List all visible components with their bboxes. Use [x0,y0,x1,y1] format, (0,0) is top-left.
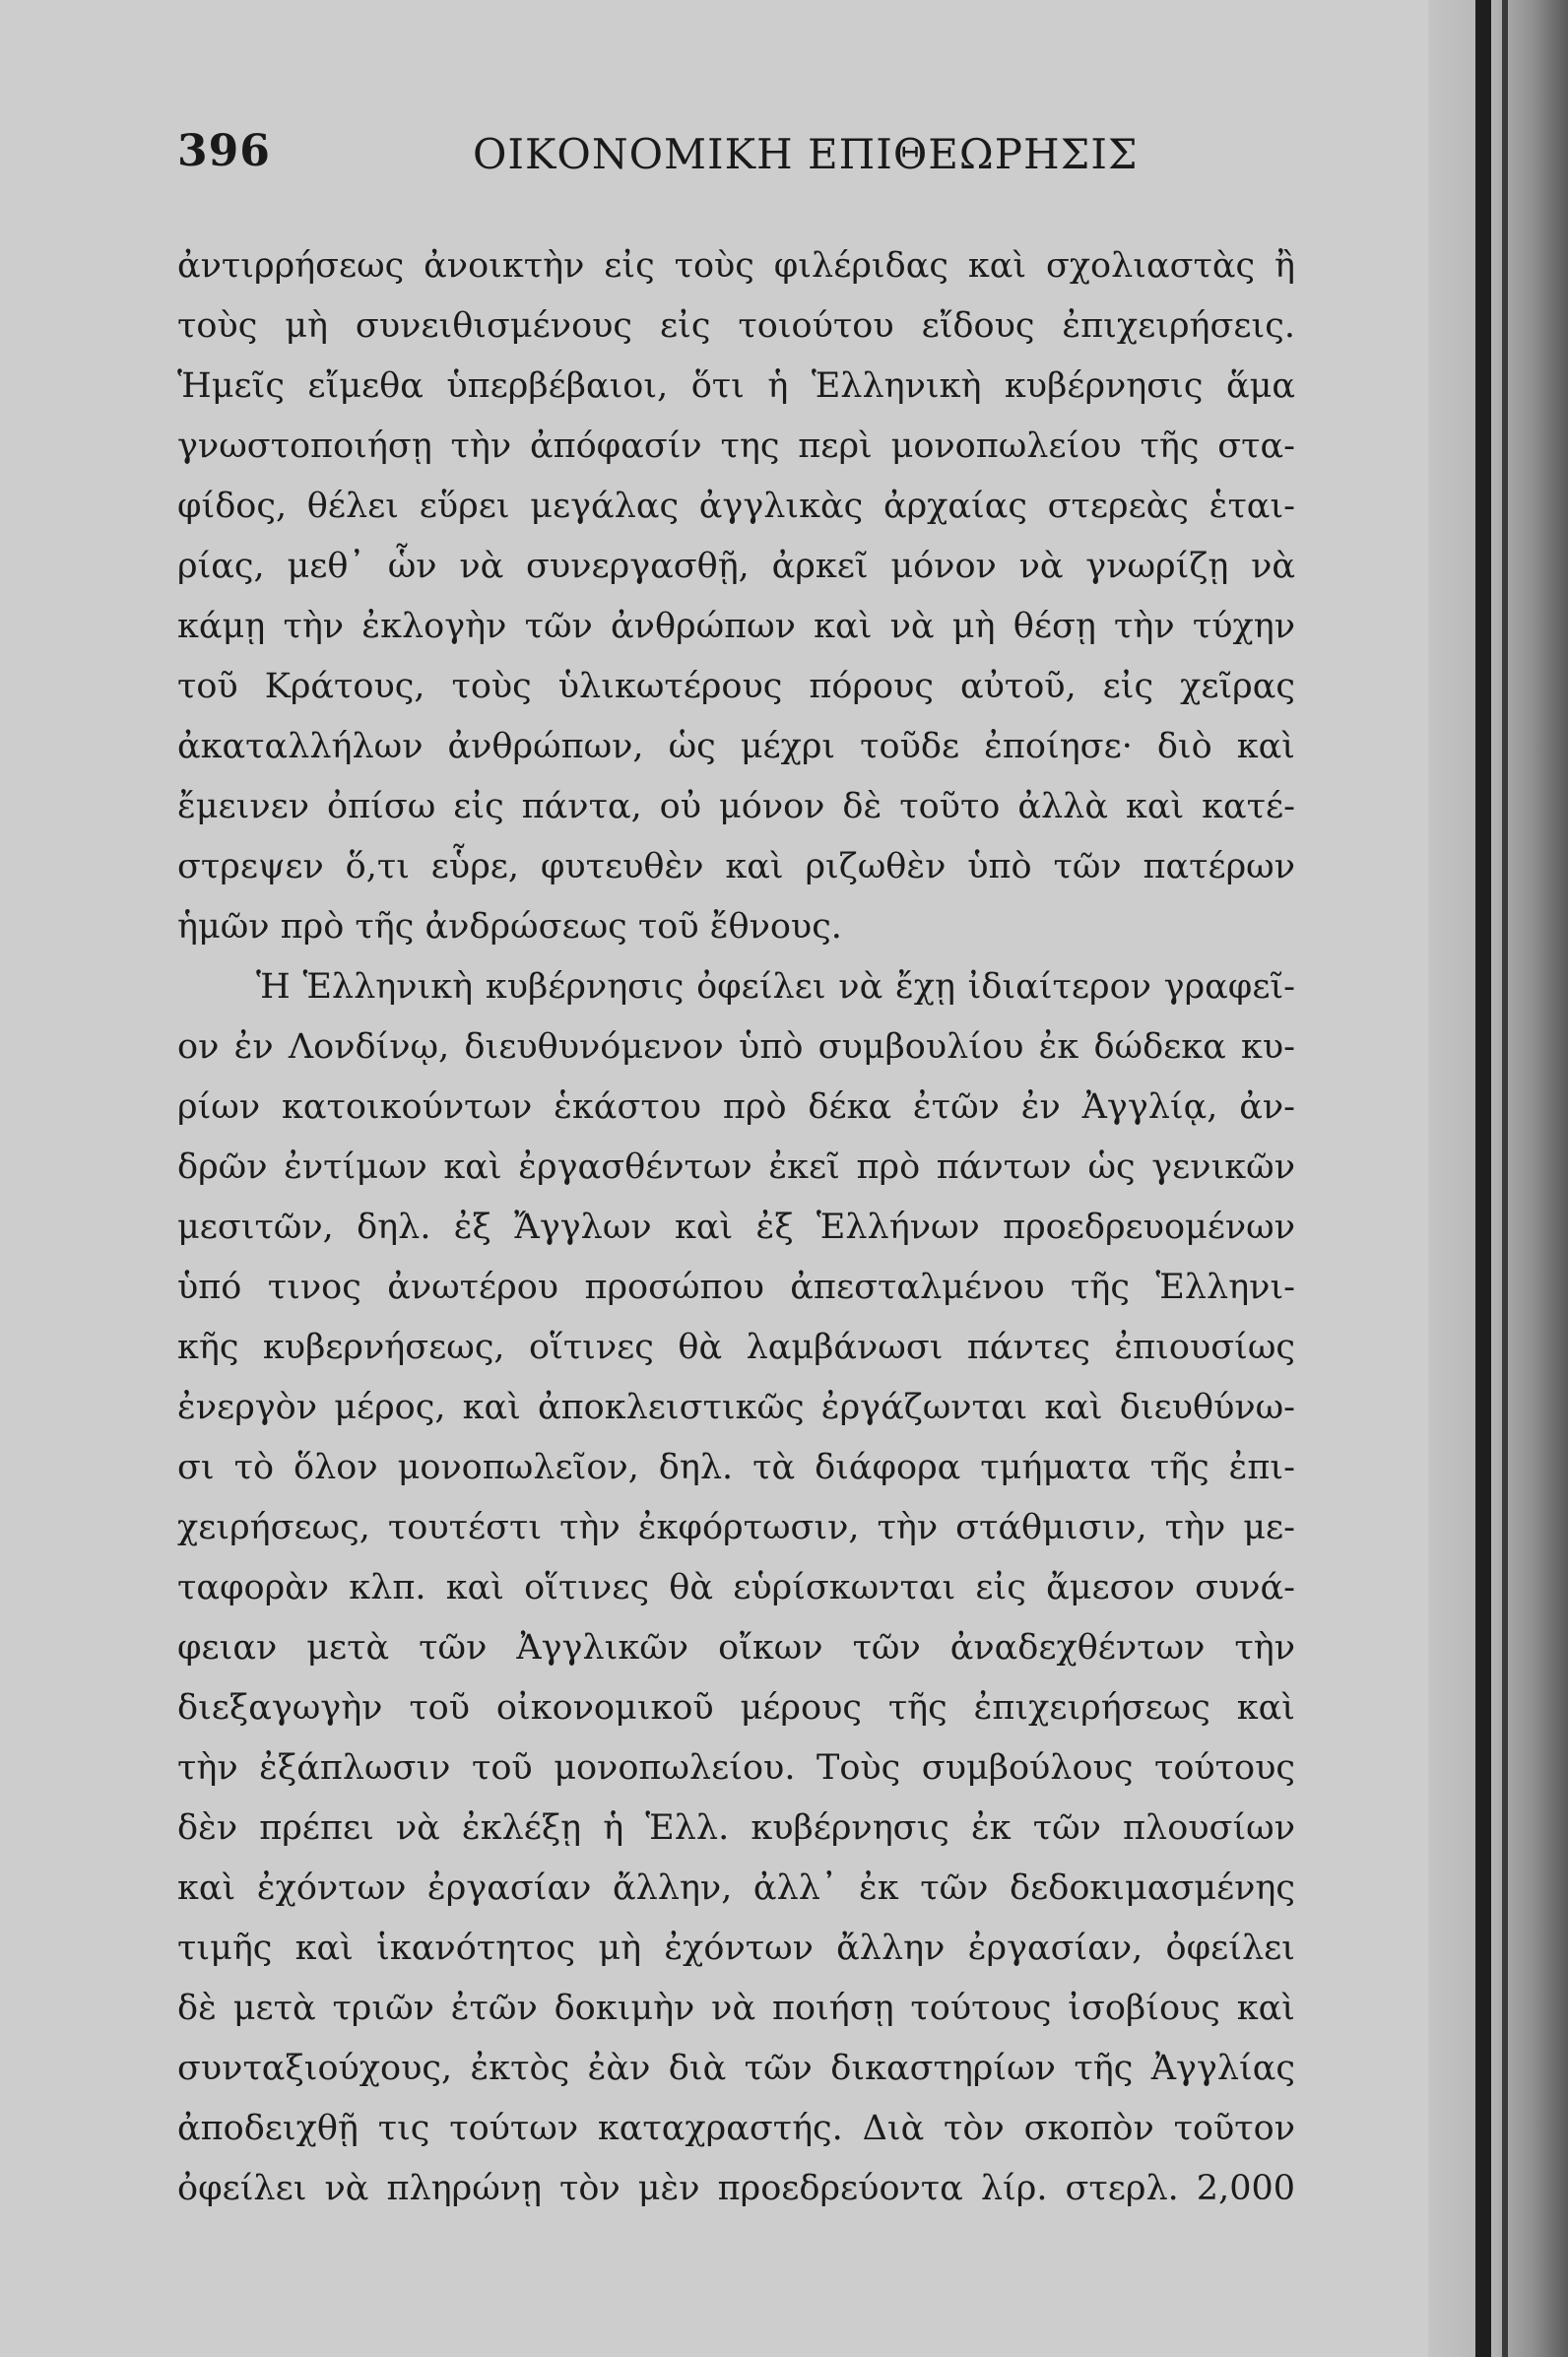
text-line: μεσιτῶν, δηλ. ἐξ Ἄγγλων καὶ ἐξ Ἑλλήνων προεδρευομένων [177,1208,1295,1247]
page-header [177,126,1310,195]
text-line: δὲν πρέπει νὰ ἐκλέξῃ ἡ Ἑλλ. κυβέρνησις ἐκ τῶν πλουσίων [177,1808,1295,1848]
text-line: σι τὸ ὅλον μονοπωλεῖον, δηλ. τὰ διάφορα τμήματα τῆς ἐπι- [177,1448,1295,1487]
text-line: συνταξιούχους, ἐκτὸς ἐὰν διὰ τῶν δικαστηρίων τῆς Ἀγγλίας [177,2049,1295,2088]
text-line: ρίων κατοικούντων ἑκάστου πρὸ δέκα ἐτῶν ἐν Ἀγγλίᾳ, ἀν- [177,1087,1295,1127]
page-number: 396 [177,126,271,176]
text-line: τοῦ Κράτους, τοὺς ὑλικωτέρους πόρους αὐτοῦ, εἰς χεῖρας [177,667,1295,706]
text-line: ἀκαταλλήλων ἀνθρώπων, ὡς μέχρι τοῦδε ἐποίησε· διὸ καὶ [177,727,1295,766]
text-line: δρῶν ἐντίμων καὶ ἐργασθέντων ἐκεῖ πρὸ πάντων ὡς γενικῶν [177,1147,1295,1187]
text-line: Ἡμεῖς εἴμεθα ὑπερβέβαιοι, ὅτι ἡ Ἑλληνικὴ κυβέρνησις ἅμα [177,366,1295,406]
text-line: τιμῆς καὶ ἱκανότητος μὴ ἐχόντων ἄλλην ἐργασίαν, ὀφείλει [177,1929,1295,1968]
text-line: ταφορὰν κλπ. καὶ οἵτινες θὰ εὑρίσκωνται εἰς ἄμεσον συνά- [177,1568,1295,1607]
text-line: ἀποδειχθῇ τις τούτων καταχραστής. Διὰ τὸν σκοπὸν τοῦτον [177,2109,1295,2148]
book-gutter-shadow [1428,0,1568,2357]
text-line: ἀντιρρήσεως ἀνοικτὴν εἰς τοὺς φιλέριδας καὶ σχολιαστὰς ἢ [177,246,1295,286]
text-line: τὴν ἐξάπλωσιν τοῦ μονοπωλείου. Τοὺς συμβούλους τούτους [177,1748,1295,1788]
text-line: τοὺς μὴ συνειθισμένους εἰς τοιούτου εἴδους ἐπιχειρήσεις. [177,306,1295,346]
text-line: κάμῃ τὴν ἐκλογὴν τῶν ἀνθρώπων καὶ νὰ μὴ θέσῃ τὴν τύχην [177,607,1295,646]
text-line: φειαν μετὰ τῶν Ἀγγλικῶν οἴκων τῶν ἀναδεχθέντων τὴν [177,1628,1295,1668]
text-line: ἔμεινεν ὀπίσω εἰς πάντα, οὐ μόνον δὲ τοῦτο ἀλλὰ καὶ κατέ- [177,787,1295,826]
book-gutter-edge [1475,0,1491,2357]
book-gutter-edge-secondary [1502,0,1508,2357]
text-line: ὀφείλει νὰ πληρώνῃ τὸν μὲν προεδρεύοντα λίρ. στερλ. 2,000 [177,2169,1295,2208]
text-line: ἐνεργὸν μέρος, καὶ ἀποκλειστικῶς ἐργάζωνται καὶ διευθύνω- [177,1388,1295,1427]
body-text [177,236,1295,2219]
text-line: ον ἐν Λονδίνῳ, διευθυνόμενον ὑπὸ συμβουλίου ἐκ δώδεκα κυ- [177,1027,1295,1067]
text-line: δὲ μετὰ τριῶν ἐτῶν δοκιμὴν νὰ ποιήσῃ τούτους ἰσοβίους καὶ [177,1989,1295,2028]
text-line: φίδος, θέλει εὕρει μεγάλας ἀγγλικὰς ἀρχαίας στερεὰς ἑται- [177,487,1295,526]
text-line: γνωστοποιήσῃ τὴν ἀπόφασίν της περὶ μονοπωλείου τῆς στα- [177,426,1295,466]
text-line: κῆς κυβερνήσεως, οἵτινες θὰ λαμβάνωσι πάντες ἐπιουσίως [177,1328,1295,1367]
text-line: καὶ ἐχόντων ἐργασίαν ἄλλην, ἀλλ᾽ ἐκ τῶν δεδοκιμασμένης [177,1868,1295,1908]
text-line: Ἡ Ἑλληνικὴ κυβέρνησις ὀφείλει νὰ ἔχῃ ἰδιαίτερον γραφεῖ- [256,967,1295,1007]
text-line: ὑπό τινος ἀνωτέρου προσώπου ἀπεσταλμένου τῆς Ἑλληνι- [177,1268,1295,1307]
text-line: στρεψεν ὅ,τι εὗρε, φυτευθὲν καὶ ριζωθὲν ὑπὸ τῶν πατέρων [177,847,1295,886]
text-line: διεξαγωγὴν τοῦ οἰκονομικοῦ μέρους τῆς ἐπιχειρήσεως καὶ [177,1688,1295,1728]
text-line: ρίας, μεθ᾽ ὧν νὰ συνεργασθῇ, ἀρκεῖ μόνον νὰ γνωρίζῃ νὰ [177,547,1295,586]
running-title: ΟΙΚΟΝΟΜΙΚΗ ΕΠΙΘΕΩΡΗΣΙΣ [473,130,1139,178]
text-line: χειρήσεως, τουτέστι τὴν ἐκφόρτωσιν, τὴν στάθμισιν, τὴν με- [177,1508,1295,1547]
text-line: ἡμῶν πρὸ τῆς ἀνδρώσεως τοῦ ἔθνους. [177,907,842,947]
